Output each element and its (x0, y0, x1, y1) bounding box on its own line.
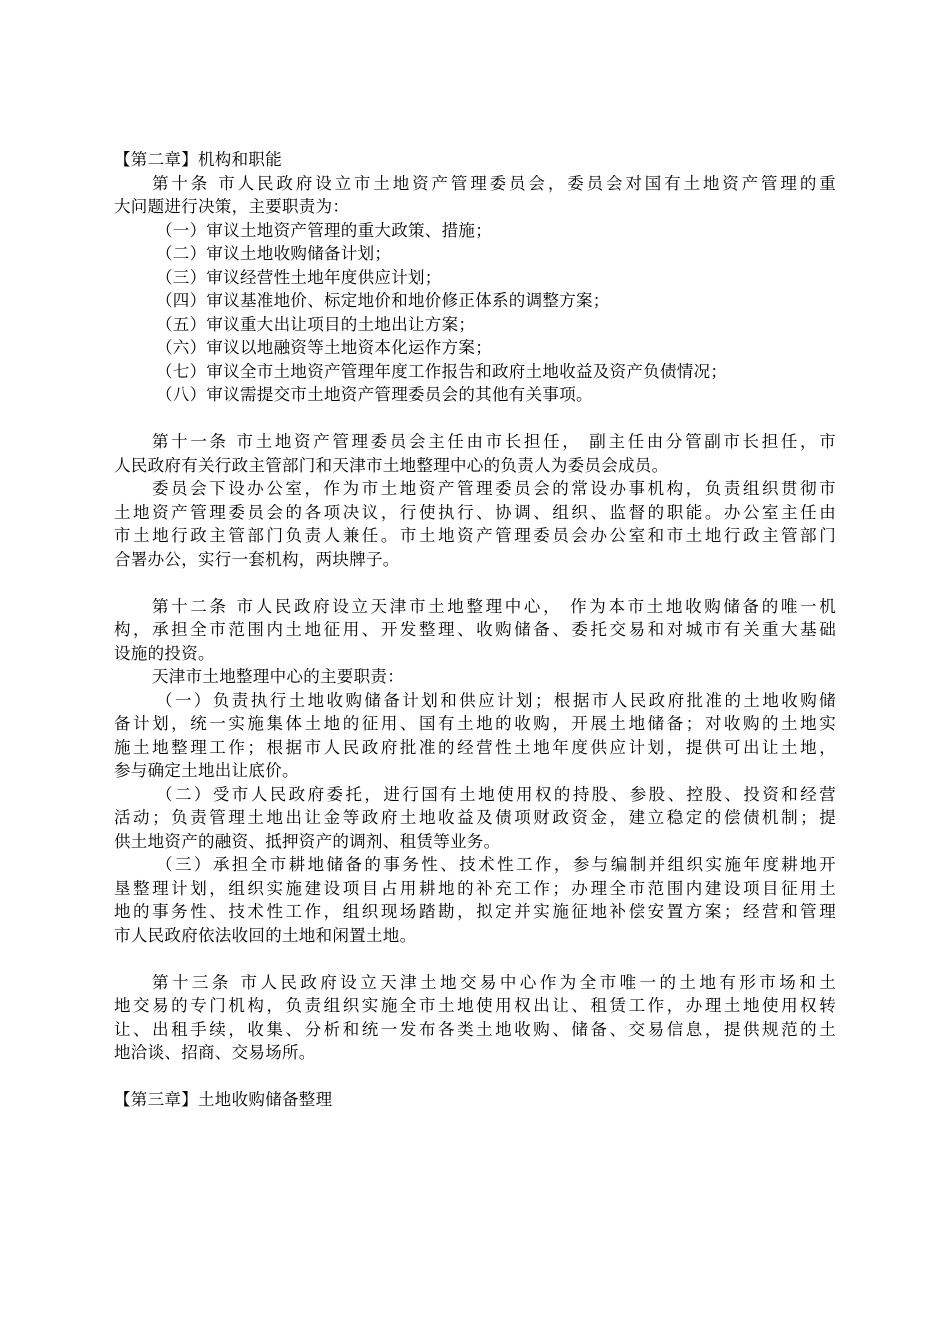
paragraph-gap (114, 1065, 836, 1089)
article-12-duty3-line-2: 垦整理计划，组织实施建设项目占用耕地的补充工作；办理全市范围内建设项目征用土 (114, 878, 836, 898)
article-10-item-1: （一）审议土地资产管理的重大政策、措施； (156, 220, 492, 240)
article-10-line-2: 大问题进行决策，主要职责为： (114, 197, 350, 216)
article-10-item-4: （四）审议基准地价、标定地价和地价修正体系的调整方案； (156, 291, 610, 310)
article-10-line-1: 第十条 市人民政府设立市土地资产管理委员会，委员会对国有土地资产管理的重 (152, 173, 836, 193)
paragraph-gap (114, 947, 836, 971)
article-11-p2-line-2: 土地资产管理委员会的各项决议，行使执行、协调、组织、监督的职能。办公室主任由 (114, 502, 836, 522)
article-10-item-2: （二）审议土地收购储备计划； (156, 244, 392, 263)
article-12-p2-line-1: 天津市土地整理中心的主要职责： (152, 667, 404, 686)
article-12-duty3-line-1: （三）承担全市耕地储备的事务性、技术性工作，参与编制并组织实施年度耕地开 (156, 855, 836, 874)
paragraph-gap (114, 407, 836, 431)
article-10-item-3: （三）审议经营性土地年度供应计划； (156, 267, 442, 287)
article-12-duty1-line-1: （一）负责执行土地收购储备计划和供应计划；根据市人民政府批准的土地收购储 (156, 690, 836, 710)
article-11-p1-line-1: 第十一条 市土地资产管理委员会主任由市长担任， 副主任由分管副市长担任，市 (152, 432, 836, 451)
chapter-2-heading: 【第二章】机构和职能 (114, 150, 282, 169)
article-11-p2-line-4: 合署办公，实行一套机构，两块牌子。 (114, 549, 400, 569)
article-10-item-8: （八）审议需提交市土地资产管理委员会的其他有关事项。 (156, 385, 593, 404)
article-10-item-5: （五）审议重大出让项目的土地出让方案； (156, 314, 476, 334)
article-13-line-2: 地交易的专门机构，负责组织实施全市土地使用权出让、租赁工作，办理土地使用权转 (114, 996, 836, 1015)
paragraph-gap (114, 571, 836, 595)
article-11-p1-line-2: 人民政府有关行政主管部门和天津市土地整理中心的负责人为委员会成员。 (114, 455, 669, 475)
article-10-item-6: （六）审议以地融资等土地资本化运作方案； (156, 338, 492, 357)
article-12-p1-line-1: 第十二条 市人民政府设立天津市土地整理中心， 作为本市土地收购储备的唯一机 (152, 596, 836, 616)
article-12-p1-line-2: 构，承担全市范围内土地征用、开发整理、收购储备、委托交易和对城市有关重大基础 (114, 620, 836, 639)
article-12-duty2-line-3: 供土地资产的融资、抵押资产的调剂、租赁等业务。 (114, 831, 501, 851)
article-12-p1-line-3: 设施的投资。 (114, 643, 215, 663)
article-12-duty2-line-1: （二）受市人民政府委托，进行国有土地使用权的持股、参股、控股、投资和经营 (156, 784, 836, 804)
article-13-line-3: 让、出租手续，收集、分析和统一发布各类土地收购、储备、交易信息，提供规范的土 (114, 1019, 836, 1039)
article-13-line-4: 地洽谈、招商、交易场所。 (114, 1043, 316, 1062)
article-11-p2-line-1: 委员会下设办公室，作为市土地资产管理委员会的常设办事机构，负责组织贯彻市 (152, 479, 836, 498)
article-13-line-1: 第十三条 市人民政府设立天津土地交易中心作为全市唯一的土地有形市场和土 (152, 972, 836, 992)
article-12-duty1-line-2: 备计划，统一实施集体土地的征用、国有土地的收购，开展土地储备；对收购的土地实 (114, 714, 836, 733)
article-11-p2-line-3: 市土地行政主管部门负责人兼任。市土地资产管理委员会办公室和市土地行政主管部门 (114, 526, 836, 545)
article-12-duty2-line-2: 活动；负责管理土地出让金等政府土地收益及债项财政资金，建立稳定的偿债机制；提 (114, 808, 836, 827)
article-12-duty3-line-3: 地的事务性、技术性工作，组织现场踏勘，拟定并实施征地补偿安置方案；经营和管理 (114, 902, 836, 921)
document-body (114, 148, 836, 1112)
chapter-3-heading: 【第三章】土地收购储备整理 (114, 1090, 333, 1109)
article-10-item-7: （七）审议全市土地资产管理年度工作报告和政府土地收益及资产负债情况； (156, 361, 728, 381)
article-12-duty1-line-3: 施土地整理工作；根据市人民政府批准的经营性土地年度供应计划，提供可出让土地， (114, 737, 836, 757)
article-12-duty3-line-4: 市人民政府依法收回的土地和闲置土地。 (114, 925, 417, 945)
article-12-duty1-line-4: 参与确定土地出让底价。 (114, 761, 299, 780)
